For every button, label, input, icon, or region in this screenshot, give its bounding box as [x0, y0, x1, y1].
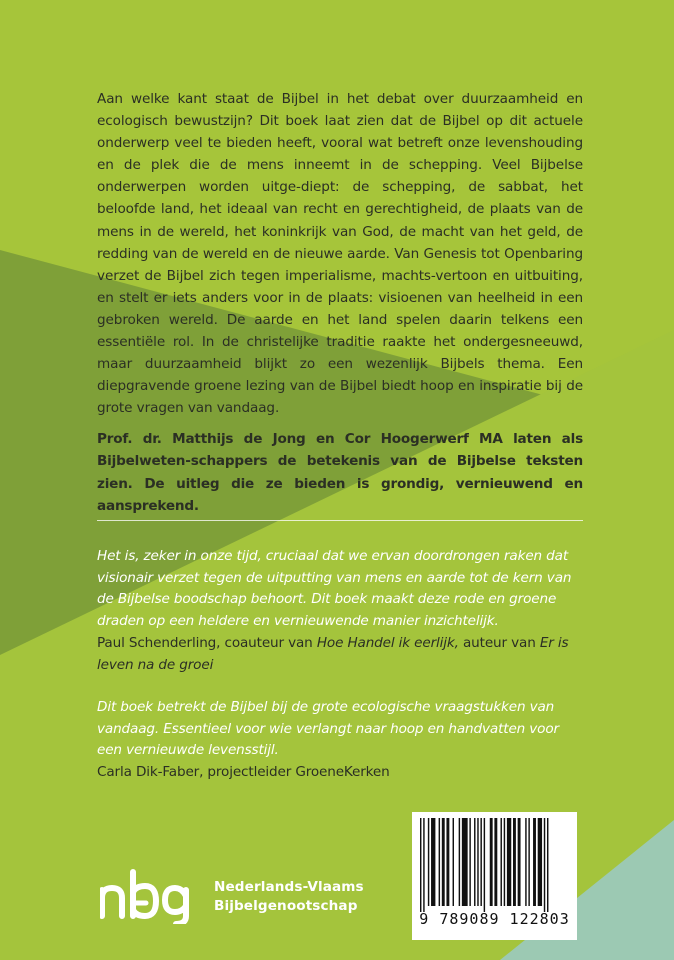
- barcode-bar: [431, 818, 435, 906]
- quote-1-book-1: Hoe Handel ik eerlijk,: [316, 634, 459, 651]
- barcode-bar: [547, 818, 548, 912]
- authors-paragraph: Prof. dr. Matthijs de Jong en Cor Hoogerwerf MA laten als Bijbelweten-schappers de betekenis van de Bijbelse teksten zien. De uitleg die ze bieden is grondig, vernieuwend en aansprekend.: [97, 431, 583, 514]
- quote-1-mid: auteur van: [458, 634, 540, 651]
- barcode-bar: [494, 818, 497, 906]
- quote-1-attribution: [97, 633, 587, 676]
- endorsement-quote-2: [97, 697, 587, 784]
- barcode-bar: [420, 818, 421, 912]
- barcode-bar: [469, 818, 470, 906]
- barcode-bar: [439, 818, 440, 906]
- barcode-bar: [513, 818, 516, 906]
- barcode-bar: [446, 818, 449, 906]
- endorsement-quote-1: [97, 546, 587, 676]
- quote-1-author: Paul Schenderling, coauteur van: [97, 634, 317, 651]
- barcode-bar: [518, 818, 521, 906]
- quote-2-text: Dit boek betrekt de Bijbel bij de grote ecologische vraagstukken van vandaag. Essentieel voor wie verlangt naar hoop en handvatten voor een vernieuwde levensstijl.: [97, 699, 559, 759]
- divider-line: [97, 520, 583, 521]
- barcode-bar: [428, 818, 429, 906]
- barcode-bar: [442, 818, 445, 906]
- barcode-bar: [453, 818, 454, 906]
- barcode-bar: [474, 818, 475, 906]
- barcode-bar: [533, 818, 536, 906]
- nbg-logo-icon: [100, 868, 192, 924]
- quote-1-text: Het is, zeker in onze tijd, cruciaal dat we ervan doordrongen raken dat visionair verzet tegen de uitputting van mens en aarde tot de kern van de Bijbelse boodschap behoort. Dit boek maakt deze rode en groene draden op een heldere en vernieuwende manier inzichtelijk.: [97, 548, 572, 630]
- barcode-bar: [459, 818, 460, 906]
- barcode-bar: [477, 818, 478, 906]
- barcode-bars: [412, 812, 577, 912]
- barcode-bar: [423, 818, 424, 912]
- barcode-bar: [490, 818, 493, 906]
- publisher-name: [214, 878, 364, 916]
- barcode-bar: [507, 818, 511, 906]
- barcode-bar: [538, 818, 542, 906]
- barcode-bar: [504, 818, 505, 906]
- quote-2-attribution: Carla Dik-Faber, projectleider GroeneKerken: [97, 764, 390, 781]
- barcode-bar: [528, 818, 529, 906]
- isbn-number: 9 789089 122803: [419, 910, 570, 928]
- publisher-name-line-2: Bijbelgenootschap: [214, 898, 358, 914]
- barcode-bar: [462, 818, 468, 906]
- quote-1-book-2: Er is leven na de groei: [97, 634, 569, 673]
- isbn-barcode: [412, 812, 577, 940]
- barcode-bar: [525, 818, 526, 906]
- barcode-bar: [501, 818, 502, 906]
- publisher-name-line-1: Nederlands-Vlaams: [214, 879, 364, 895]
- barcode-bar: [480, 818, 481, 906]
- barcode-bar: [484, 818, 485, 912]
- blurb-paragraph: Aan welke kant staat de Bijbel in het debat over duurzaamheid en ecologisch bewustzijn? Dit boek laat zien dat de Bijbel op dit actuele onderwerp veel te bieden heeft, vooral wat betreft onze levenshouding en de plek die de mens inneemt in de schepping. Veel Bijbelse onderwerpen worden uitge-diept: de schepping, de sabbat, het beloofde land, het ideaal van recht en gerechtigheid, de plaats van de mens in de wereld, het koninkrijk van God, de macht van het geld, de redding van de wereld en de nieuwe aarde. Van Genesis tot Openbaring verzet de Bijbel zich tegen imperialisme, machts-vertoon en uitbuiting, en stelt er iets anders voor in de plaats: visioenen van heelheid in een gebroken wereld. De aarde en het land spelen daarin telkens een essentiële rol. In de christelijke traditie raakte het ondergesneeuwd, maar duurzaamheid blijkt zo een wezenlijk Bijbels thema. Een diepgravende groene lezing van de Bijbel biedt hoop en inspiratie bij de grote vragen van vandaag.: [97, 91, 583, 417]
- barcode-bar: [544, 818, 545, 912]
